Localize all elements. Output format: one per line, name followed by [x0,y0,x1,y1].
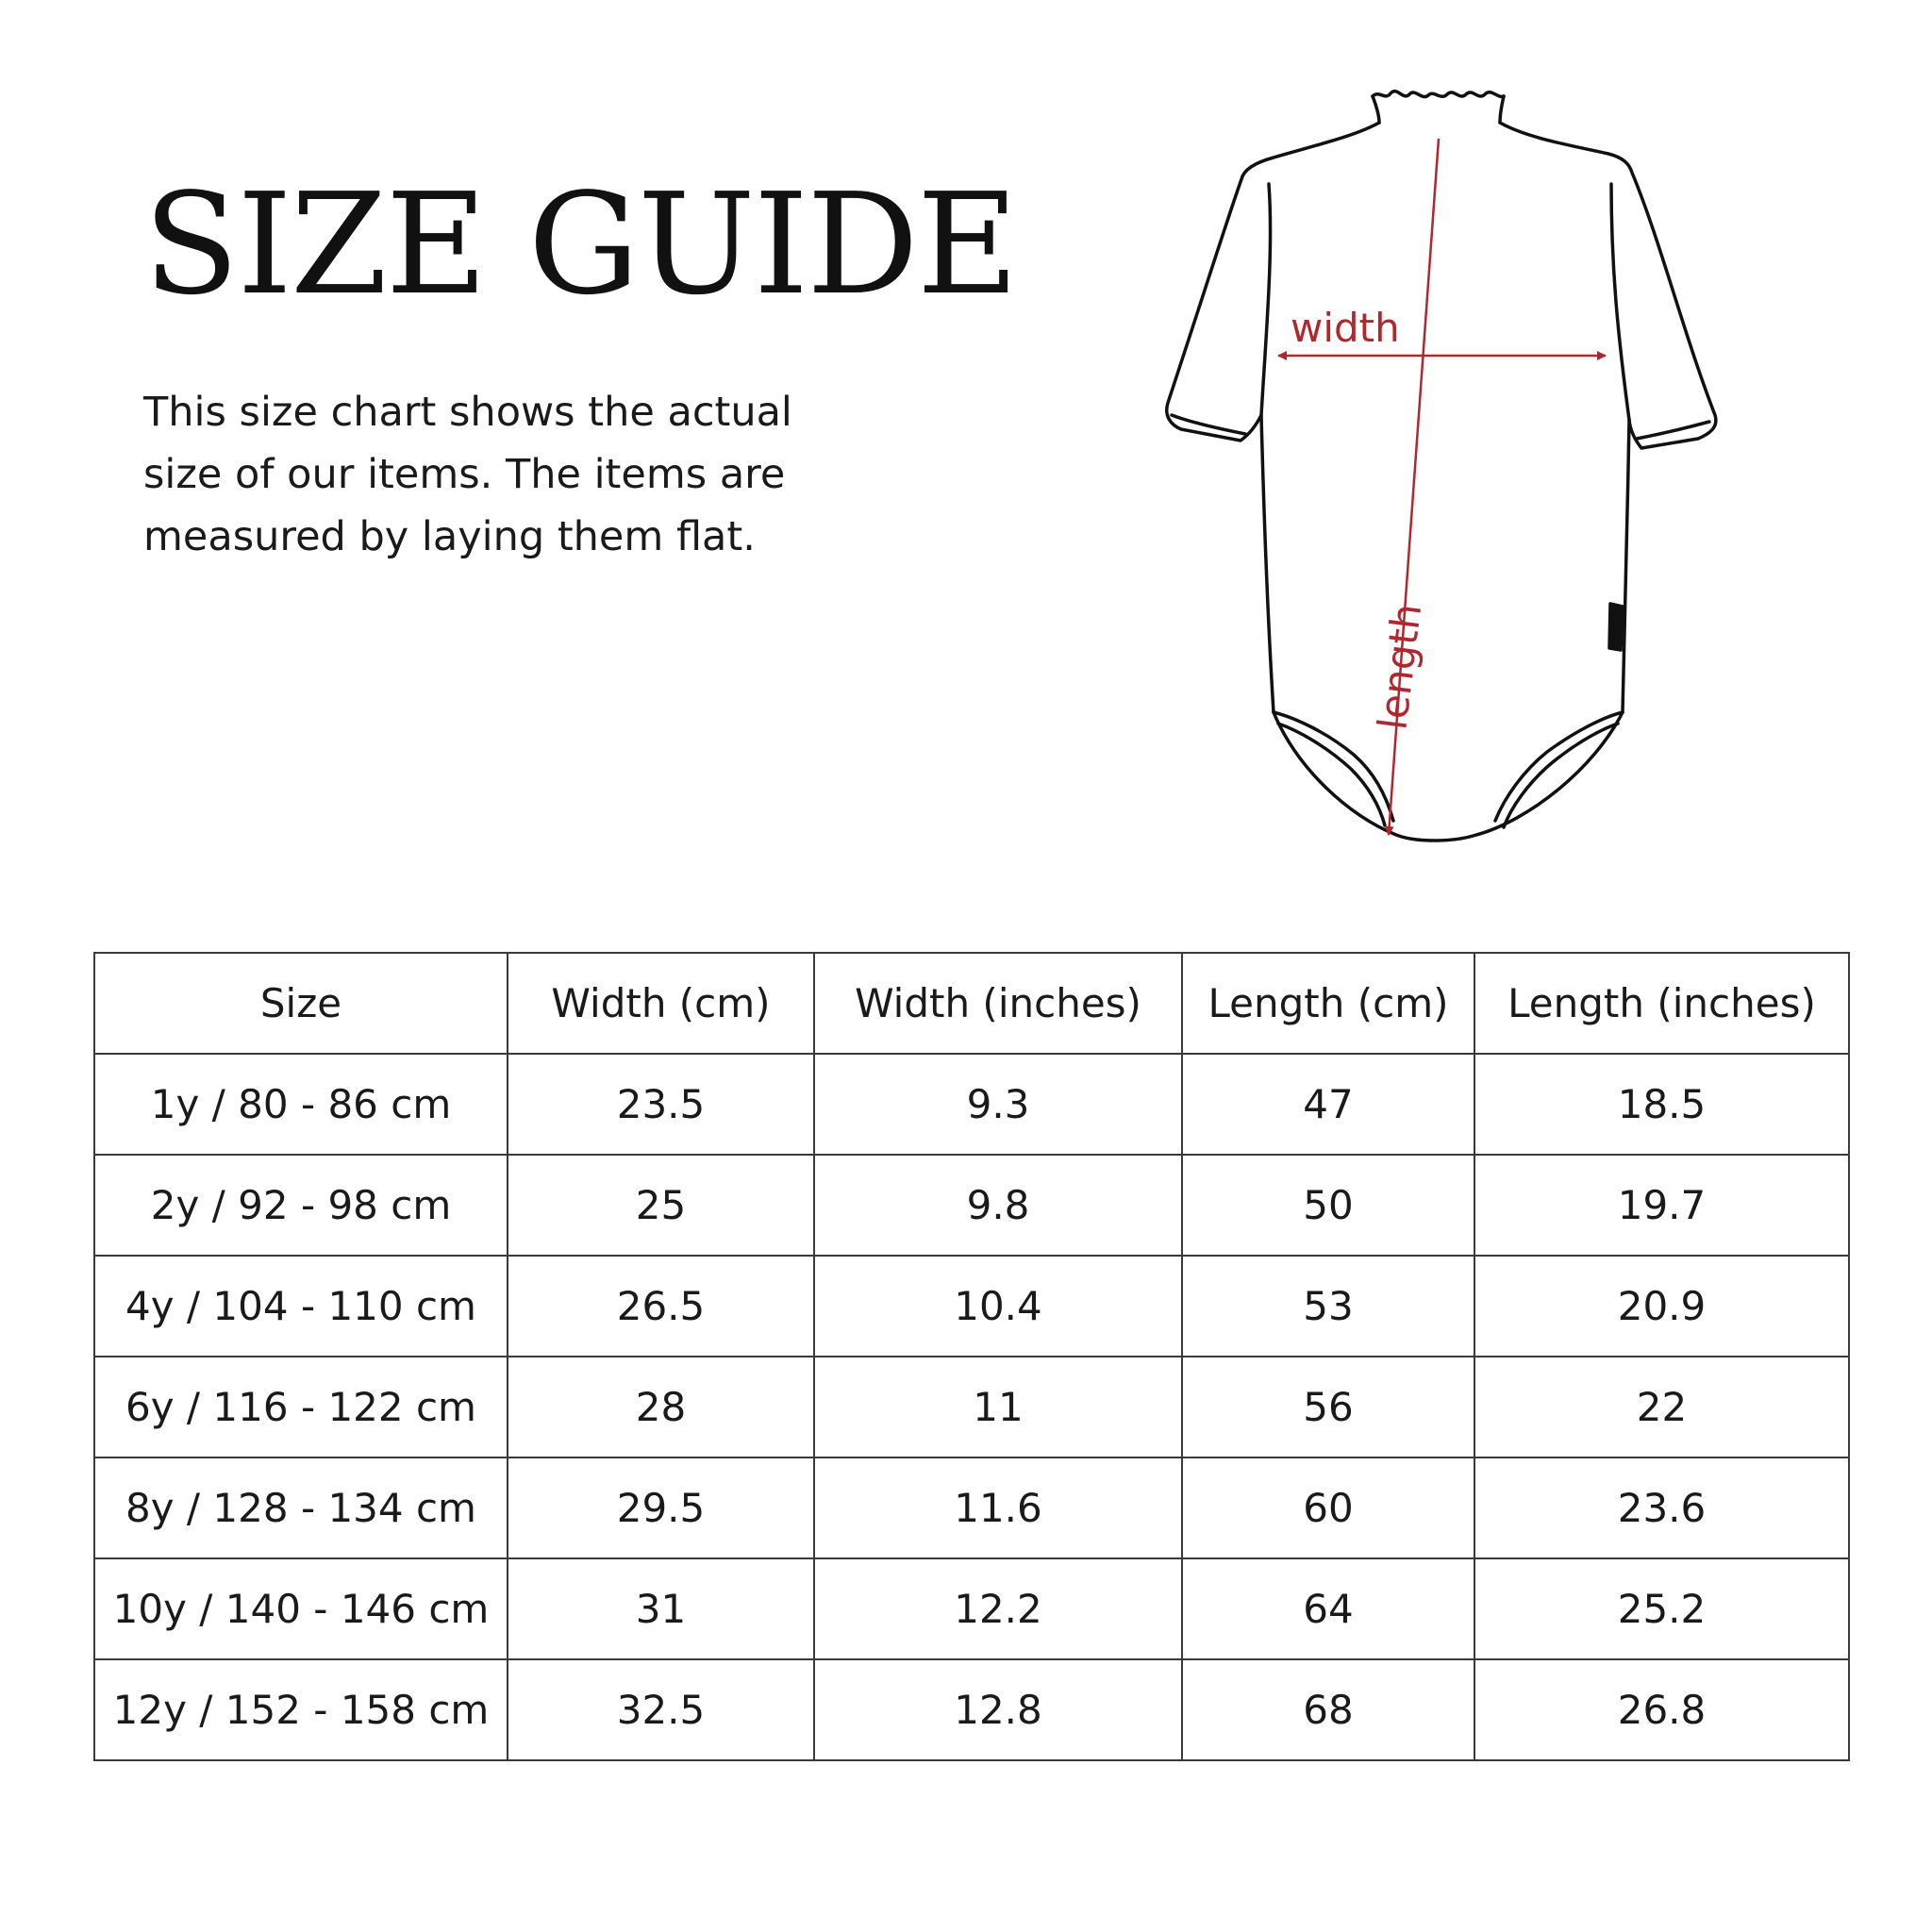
intro-text: This size chart shows the actual size of our items. The items are measured by laying them flat. [143,389,792,560]
table-row [94,1558,1849,1659]
length-inches-cell: 23.6 [1474,1457,1849,1558]
length-inches-cell: 18.5 [1474,1054,1849,1155]
table-row [94,1054,1849,1155]
size-cell: 6y / 116 - 122 cm [94,1357,508,1457]
width-cm-cell: 28 [508,1357,814,1457]
table-header-row [94,953,1849,1054]
width-inches-cell: 10.4 [814,1256,1182,1357]
width-inches-cell: 11.6 [814,1457,1182,1558]
length-inches-cell: 22 [1474,1357,1849,1457]
size-table [93,952,1850,1761]
width-cm-cell: 26.5 [508,1256,814,1357]
column-header-length-inches: Length (inches) [1474,953,1849,1054]
width-cm-cell: 32.5 [508,1659,814,1760]
length-cm-cell: 64 [1182,1558,1474,1659]
length-cm-cell: 68 [1182,1659,1474,1760]
size-cell: 1y / 80 - 86 cm [94,1054,508,1155]
length-inches-cell: 20.9 [1474,1256,1849,1357]
column-header-width-inches: Width (inches) [814,953,1182,1054]
width-cm-cell: 31 [508,1558,814,1659]
column-header-size: Size [94,953,508,1054]
width-label: width [1291,305,1400,351]
bodysuit-diagram [1132,52,1774,863]
table-row [94,1659,1849,1760]
size-cell: 10y / 140 - 146 cm [94,1558,508,1659]
length-cm-cell: 56 [1182,1357,1474,1457]
bodysuit-outline [1167,92,1716,841]
size-cell: 4y / 104 - 110 cm [94,1256,508,1357]
table-row [94,1457,1849,1558]
size-cell: 12y / 152 - 158 cm [94,1659,508,1760]
width-inches-cell: 11 [814,1357,1182,1457]
size-cell: 8y / 128 - 134 cm [94,1457,508,1558]
size-cell: 2y / 92 - 98 cm [94,1155,508,1256]
width-inches-cell: 9.3 [814,1054,1182,1155]
length-label: length [1369,601,1431,733]
length-cm-cell: 53 [1182,1256,1474,1357]
length-inches-cell: 25.2 [1474,1558,1849,1659]
length-cm-cell: 50 [1182,1155,1474,1256]
width-cm-cell: 25 [508,1155,814,1256]
size-table-container [93,952,1850,1761]
width-inches-cell: 12.2 [814,1558,1182,1659]
width-inches-cell: 12.8 [814,1659,1182,1760]
measure-lines [1278,139,1606,835]
table-row [94,1155,1849,1256]
column-header-width-cm: Width (cm) [508,953,814,1054]
length-inches-cell: 19.7 [1474,1155,1849,1256]
page-title: SIZE GUIDE [143,163,1017,325]
length-cm-cell: 47 [1182,1054,1474,1155]
table-row [94,1256,1849,1357]
width-inches-cell: 9.8 [814,1155,1182,1256]
length-cm-cell: 60 [1182,1457,1474,1558]
table-row [94,1357,1849,1457]
column-header-length-cm: Length (cm) [1182,953,1474,1054]
width-cm-cell: 29.5 [508,1457,814,1558]
width-cm-cell: 23.5 [508,1054,814,1155]
length-inches-cell: 26.8 [1474,1659,1849,1760]
